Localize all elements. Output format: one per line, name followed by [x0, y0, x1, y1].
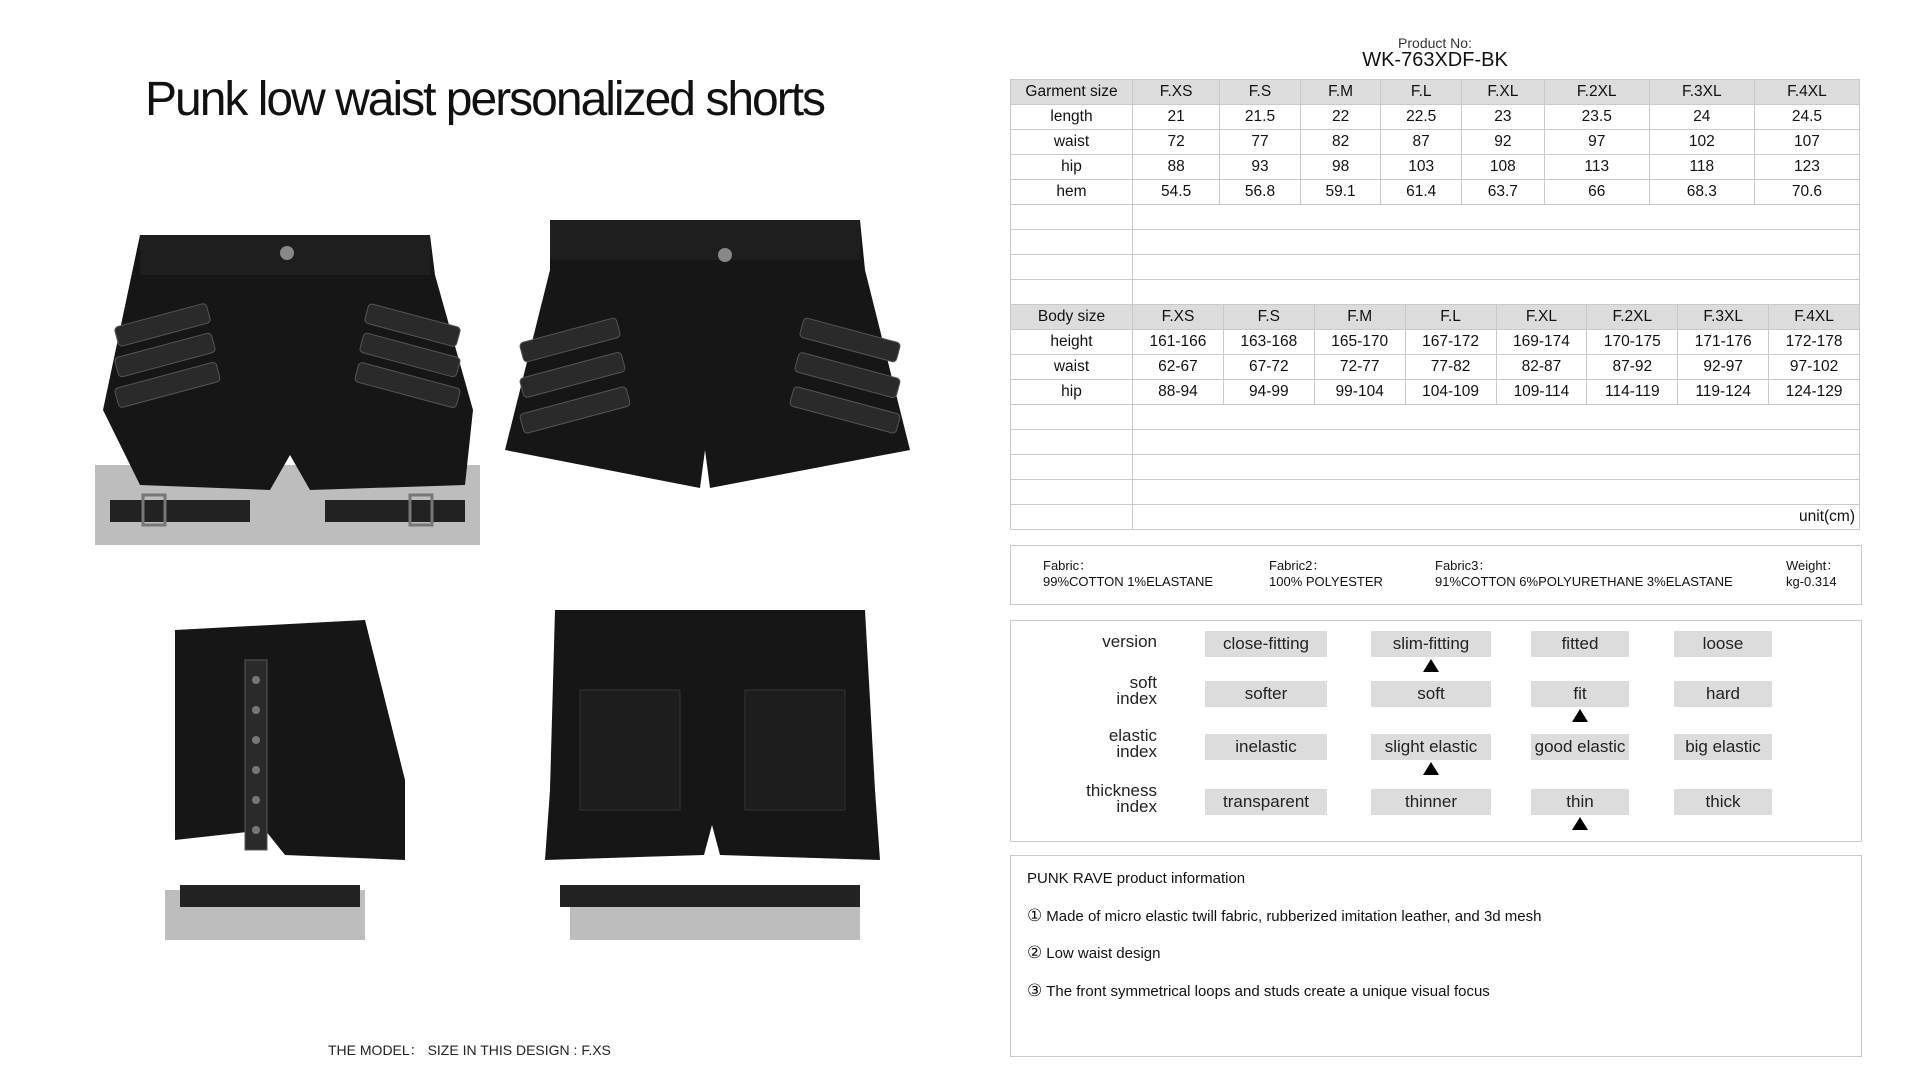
info-item-number: ② [1027, 943, 1043, 962]
info-item-text: Made of micro elastic twill fabric, rubberized imitation leather, and 3d mesh [1046, 908, 1542, 925]
table-cell: 93 [1220, 155, 1301, 180]
fabric-value: 100% POLYESTER [1269, 574, 1383, 589]
table-empty-row [1011, 455, 1860, 480]
table-cell [1133, 405, 1860, 430]
table-cell [1133, 455, 1860, 480]
table-cell [1011, 255, 1133, 280]
attr-label-line: version [1102, 632, 1157, 651]
table-cell: 88 [1133, 155, 1220, 180]
table-cell: hip [1011, 380, 1133, 405]
table-cell: 72-77 [1314, 355, 1405, 380]
table-header-cell: F.2XL [1587, 305, 1678, 330]
info-item [1027, 981, 1490, 1001]
table-cell: 102 [1649, 130, 1754, 155]
table-cell [1011, 455, 1133, 480]
photo-side-worn [165, 610, 415, 940]
table-cell: 63.7 [1461, 180, 1544, 205]
table-cell [1011, 480, 1133, 505]
table-cell: waist [1011, 130, 1133, 155]
table-header-cell: F.3XL [1678, 305, 1769, 330]
table-header-cell: F.S [1220, 80, 1301, 105]
attr-label-version [1102, 634, 1157, 650]
table-cell: 82 [1300, 130, 1381, 155]
table-header-cell: F.L [1381, 80, 1462, 105]
table-cell: 113 [1544, 155, 1649, 180]
option-thin: thin [1531, 789, 1629, 815]
info-item-text: Low waist design [1046, 945, 1161, 962]
product-number [1010, 35, 1860, 72]
table-cell: 118 [1649, 155, 1754, 180]
attr-label-elastic-index [1109, 728, 1157, 760]
table-cell: 24.5 [1754, 105, 1859, 130]
table-cell: 124-129 [1769, 380, 1860, 405]
table-cell: 103 [1381, 155, 1462, 180]
product-number-label: Product No: [1398, 35, 1472, 51]
product-info-box [1010, 855, 1862, 1057]
page-title: Punk low waist personalized shorts [145, 73, 825, 126]
table-cell: 114-119 [1587, 380, 1678, 405]
table-cell: 169-174 [1496, 330, 1587, 355]
table-cell: 97-102 [1769, 355, 1860, 380]
option-transparent: transparent [1205, 789, 1327, 815]
table-cell: 165-170 [1314, 330, 1405, 355]
fabric-info-box [1010, 545, 1862, 605]
table-header-cell: F.4XL [1769, 305, 1860, 330]
option-close-fitting: close-fitting [1205, 631, 1327, 657]
model-size-note: THE MODEL： SIZE IN THIS DESIGN : F.XS [328, 1042, 611, 1058]
table-cell: 97 [1544, 130, 1649, 155]
table-cell: 87 [1381, 130, 1462, 155]
table-row [1011, 355, 1860, 380]
table-row [1011, 155, 1860, 180]
info-item-number: ① [1027, 906, 1043, 925]
table-cell: 22 [1300, 105, 1381, 130]
table-cell: 68.3 [1649, 180, 1754, 205]
product-code: WK-763XDF-BK [1362, 49, 1508, 71]
table-cell: 99-104 [1314, 380, 1405, 405]
fabric-label: Fabric2： [1269, 558, 1326, 573]
table-header-cell: F.XS [1133, 80, 1220, 105]
fabric-1 [1043, 558, 1213, 590]
table-cell: 59.1 [1300, 180, 1381, 205]
fabric-value: 99%COTTON 1%ELASTANE [1043, 574, 1214, 589]
table-cell [1011, 205, 1133, 230]
info-item [1027, 943, 1160, 963]
table-empty-row [1011, 430, 1860, 455]
table-cell: 92 [1461, 130, 1544, 155]
table-cell: 22.5 [1381, 105, 1462, 130]
table-header-cell: F.L [1405, 305, 1496, 330]
table-cell: 172-178 [1769, 330, 1860, 355]
table-cell: 170-175 [1587, 330, 1678, 355]
table-header-cell: F.M [1314, 305, 1405, 330]
table-cell: waist [1011, 355, 1133, 380]
table-row [1011, 180, 1860, 205]
attr-label-thickness-index [1086, 783, 1157, 815]
table-empty-row [1011, 280, 1860, 305]
table-cell: 61.4 [1381, 180, 1462, 205]
fabric-label: Fabric3： [1435, 558, 1492, 573]
option-slight-elastic: slight elastic [1371, 734, 1491, 760]
photo-front-worn [95, 215, 480, 545]
table-cell: length [1011, 105, 1133, 130]
table-cell: 23 [1461, 105, 1544, 130]
table-cell: 161-166 [1133, 330, 1224, 355]
table-cell: 108 [1461, 155, 1544, 180]
table-cell: 66 [1544, 180, 1649, 205]
table-cell: 54.5 [1133, 180, 1220, 205]
table-cell: 98 [1300, 155, 1381, 180]
table-header-cell: F.2XL [1544, 80, 1649, 105]
weight-label: Weight： [1786, 558, 1840, 573]
attr-label-line: soft [1129, 673, 1157, 692]
table-cell: 163-168 [1223, 330, 1314, 355]
table-row [1011, 130, 1860, 155]
table-cell: 109-114 [1496, 380, 1587, 405]
table-cell: 21.5 [1220, 105, 1301, 130]
selected-marker-icon [1423, 762, 1439, 775]
table-row [1011, 380, 1860, 405]
option-thick: thick [1674, 789, 1772, 815]
table-cell: 107 [1754, 130, 1859, 155]
table-header-cell: F.4XL [1754, 80, 1859, 105]
photo-front-flat [505, 220, 915, 490]
info-item [1027, 906, 1541, 926]
table-header-cell: Garment size [1011, 80, 1133, 105]
option-big-elastic: big elastic [1674, 734, 1772, 760]
table-cell: 67-72 [1223, 355, 1314, 380]
attr-label-soft-index [1116, 675, 1157, 707]
table-cell: 82-87 [1496, 355, 1587, 380]
option-fitted: fitted [1531, 631, 1629, 657]
attr-label-line: index [1116, 797, 1157, 816]
table-cell: height [1011, 330, 1133, 355]
table-header-cell: F.S [1223, 305, 1314, 330]
fabric-label: Fabric： [1043, 558, 1093, 573]
table-cell [1133, 480, 1860, 505]
option-thinner: thinner [1371, 789, 1491, 815]
table-cell: 171-176 [1678, 330, 1769, 355]
table-header-cell: F.XL [1461, 80, 1544, 105]
unit-label: unit(cm) [1133, 505, 1860, 530]
selected-marker-icon [1423, 659, 1439, 672]
table-cell [1011, 430, 1133, 455]
table-cell: 119-124 [1678, 380, 1769, 405]
table-cell [1133, 430, 1860, 455]
table-cell: 167-172 [1405, 330, 1496, 355]
table-header-cell: Body size [1011, 305, 1133, 330]
table-empty-row [1011, 480, 1860, 505]
attr-label-line: elastic [1108, 726, 1157, 745]
fabric-2 [1269, 558, 1383, 590]
selected-marker-icon [1572, 817, 1588, 830]
attr-label-line: index [1116, 742, 1157, 761]
table-cell: 70.6 [1754, 180, 1859, 205]
table-cell [1011, 280, 1133, 305]
fabric-value: 91%COTTON 6%POLYURETHANE 3%ELASTANE [1435, 574, 1733, 589]
option-softer: softer [1205, 681, 1327, 707]
table-header-row [1011, 305, 1860, 330]
option-soft: soft [1371, 681, 1491, 707]
table-empty-row [1011, 230, 1860, 255]
table-header-cell: F.3XL [1649, 80, 1754, 105]
option-slim-fitting: slim-fitting [1371, 631, 1491, 657]
table-empty-row [1011, 255, 1860, 280]
attr-label-line: thickness [1086, 781, 1157, 800]
table-cell: 104-109 [1405, 380, 1496, 405]
table-cell [1011, 505, 1133, 530]
option-inelastic: inelastic [1205, 734, 1327, 760]
table-empty-row [1011, 405, 1860, 430]
table-cell: 56.8 [1220, 180, 1301, 205]
table-cell [1011, 405, 1133, 430]
table-cell: 62-67 [1133, 355, 1224, 380]
fabric-3 [1435, 558, 1733, 590]
table-cell [1133, 205, 1860, 230]
table-cell: 21 [1133, 105, 1220, 130]
table-row [1011, 105, 1860, 130]
table-cell: 87-92 [1587, 355, 1678, 380]
table-cell [1133, 280, 1860, 305]
table-cell [1133, 230, 1860, 255]
weight-value: kg-0.314 [1786, 574, 1837, 589]
table-header-row [1011, 80, 1860, 105]
body-size-table [1010, 304, 1860, 530]
garment-size-table [1010, 79, 1860, 305]
table-empty-row [1011, 205, 1860, 230]
table-cell: 24 [1649, 105, 1754, 130]
table-cell: 88-94 [1133, 380, 1224, 405]
table-cell: 77 [1220, 130, 1301, 155]
table-cell: 123 [1754, 155, 1859, 180]
table-header-cell: F.XL [1496, 305, 1587, 330]
table-cell: 23.5 [1544, 105, 1649, 130]
weight [1786, 558, 1839, 590]
table-header-cell: F.XS [1133, 305, 1224, 330]
table-cell: 77-82 [1405, 355, 1496, 380]
table-row [1011, 330, 1860, 355]
table-unit-row [1011, 505, 1860, 530]
info-item-text: The front symmetrical loops and studs create a unique visual focus [1046, 983, 1490, 1000]
photo-back-worn [530, 610, 895, 940]
table-cell: hip [1011, 155, 1133, 180]
option-hard: hard [1674, 681, 1772, 707]
table-cell: 92-97 [1678, 355, 1769, 380]
option-good-elastic: good elastic [1531, 734, 1629, 760]
table-cell: hem [1011, 180, 1133, 205]
info-item-number: ③ [1027, 981, 1043, 1000]
attributes-box [1010, 620, 1862, 842]
attr-label-line: index [1116, 689, 1157, 708]
table-cell: 72 [1133, 130, 1220, 155]
table-cell: 94-99 [1223, 380, 1314, 405]
table-cell [1011, 230, 1133, 255]
option-loose: loose [1674, 631, 1772, 657]
product-info-heading: PUNK RAVE product information [1027, 870, 1246, 887]
option-fit: fit [1531, 681, 1629, 707]
table-cell [1133, 255, 1860, 280]
selected-marker-icon [1572, 709, 1588, 722]
table-header-cell: F.M [1300, 80, 1381, 105]
